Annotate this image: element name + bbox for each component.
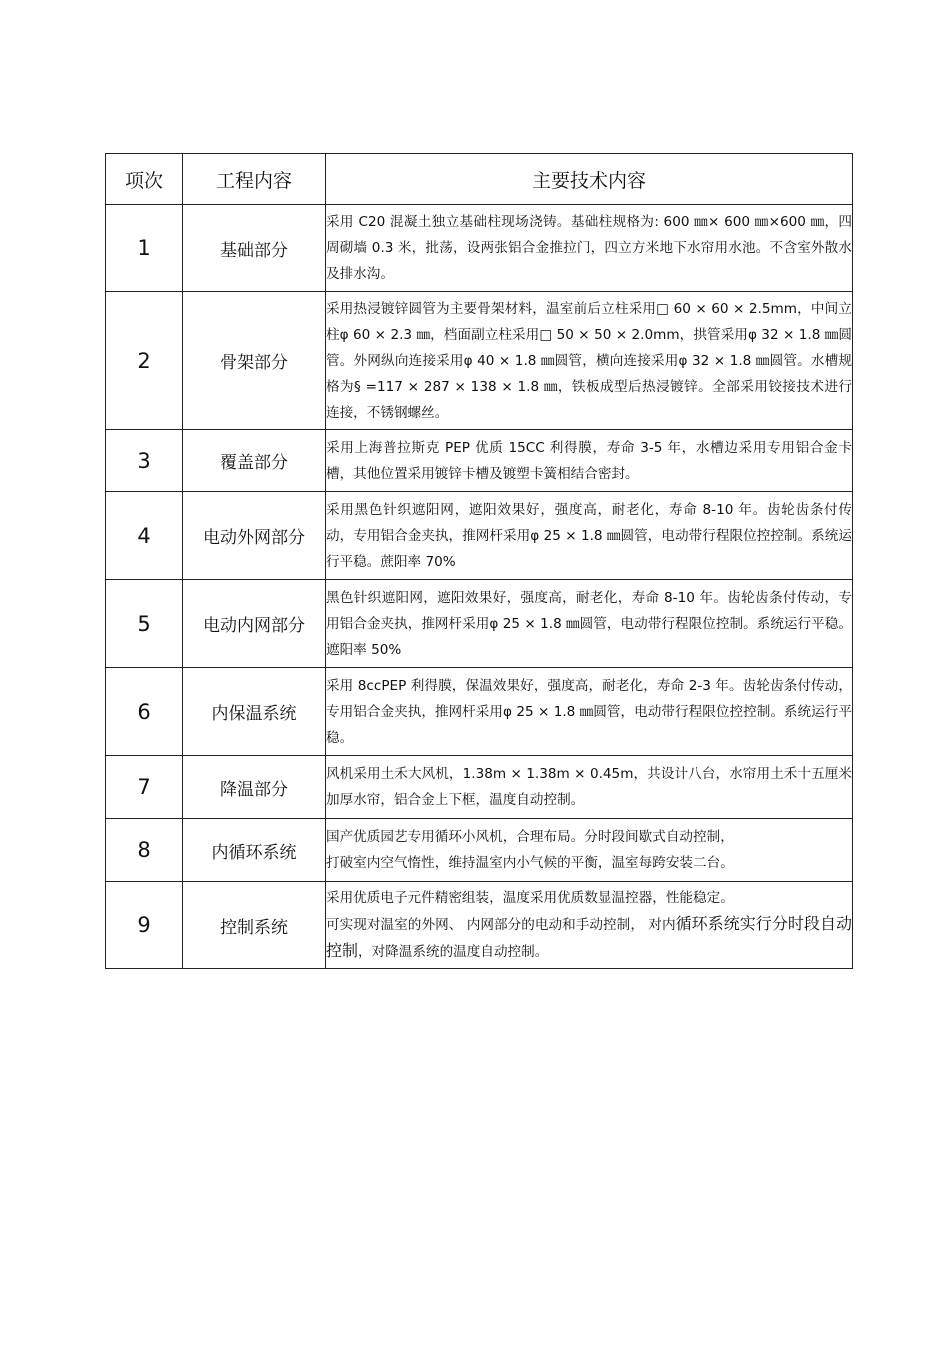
row-work-item: 基础部分 (183, 205, 326, 292)
row-technical-detail: 采用黑色针织遮阳网，遮阳效果好，强度高，耐老化，寿命 8-10 年。齿轮齿条付传动，专用铝合金夹执，推网杆采用φ 25 × 1.8 ㎜圆管，电动带行程限位控控制。系统运行平稳。蔗阳率 70% (326, 492, 853, 580)
row-number: 3 (106, 430, 183, 492)
row-number: 1 (106, 205, 183, 292)
detail-line: 打破室内空气惰性，维持温室内小气候的平衡，温室每跨安装二台。 (326, 855, 734, 871)
row-technical-detail: 采用上海普拉斯克 PEP 优质 15CC 利得膜，寿命 3-5 年，水槽边采用专用铝合金卡槽，其他位置采用镀锌卡槽及镀塑卡簧相结合密封。 (326, 430, 853, 492)
row-number: 4 (106, 492, 183, 580)
row-work-item: 电动外网部分 (183, 492, 326, 580)
table-row (106, 430, 853, 492)
row-technical-detail: 采用热浸镀锌圆管为主要骨架材料，温室前后立柱采用□ 60 × 60 × 2.5mm，中间立柱φ 60 × 2.3 ㎜，档面副立柱采用□ 50 × 50 × 2.0mm，拱管采用φ 32 × 1.8 ㎜圆管。外网纵向连接采用φ 40 × 1.8 ㎜圆管，横向连接采用φ 32 × 1.8 ㎜圆管。水槽规格为§ =117 × 287 × 138 × 1.8 ㎜，铁板成型后热浸镀锌。全部采用铰接技术进行连接，不锈钢螺丝。 (326, 292, 853, 430)
row-number: 7 (106, 756, 183, 819)
technical-spec-table (105, 153, 853, 969)
table-row (106, 668, 853, 756)
detail-line (326, 911, 852, 965)
table-row (106, 205, 853, 292)
detail-line: 国产优质园艺专用循环小风机，合理布局。分时段间歇式自动控制， (326, 829, 734, 845)
table-row (106, 882, 853, 969)
header-work-content: 工程内容 (183, 154, 326, 205)
row-work-item: 内循环系统 (183, 819, 326, 882)
row-technical-detail (326, 819, 853, 882)
row-technical-detail (326, 882, 853, 969)
row-work-item: 降温部分 (183, 756, 326, 819)
detail-tail: ，对降温系统的温度自动控制。 (358, 944, 549, 960)
table-row (106, 819, 853, 882)
table-row (106, 492, 853, 580)
table-header-row (106, 154, 853, 205)
table-row (106, 292, 853, 430)
header-technical-content: 主要技术内容 (326, 154, 853, 205)
row-number: 2 (106, 292, 183, 430)
row-work-item: 骨架部分 (183, 292, 326, 430)
row-number: 9 (106, 882, 183, 969)
detail-emphasis: 循环系统实行分时段自动控制 (326, 914, 852, 960)
table-row (106, 756, 853, 819)
row-work-item: 覆盖部分 (183, 430, 326, 492)
row-technical-detail: 风机采用土禾大风机，1.38m × 1.38m × 0.45m，共设计八台，水帘用土禾十五厘米加厚水帘，铝合金上下框，温度自动控制。 (326, 756, 853, 819)
row-number: 6 (106, 668, 183, 756)
row-technical-detail: 采用 C20 混凝土独立基础柱现场浇铸。基础柱规格为: 600 ㎜× 600 ㎜×600 ㎜，四周砌墙 0.3 米，批荡，设两张铝合金推拉门，四立方米地下水帘用水池。不含室外散水及排水沟。 (326, 205, 853, 292)
table-row (106, 580, 853, 668)
row-technical-detail: 采用 8ccPEP 利得膜，保温效果好，强度高，耐老化，寿命 2-3 年。齿轮齿条付传动，专用铝合金夹执，推网杆采用φ 25 × 1.8 ㎜圆管，电动带行程限位控控制。系统运行平稳。 (326, 668, 853, 756)
row-work-item: 电动内网部分 (183, 580, 326, 668)
row-work-item: 控制系统 (183, 882, 326, 969)
header-item-number: 项次 (106, 154, 183, 205)
row-number: 8 (106, 819, 183, 882)
detail-line: 采用优质电子元件精密组装，温度采用优质数显温控器，性能稳定。 (326, 890, 734, 906)
row-work-item: 内保温系统 (183, 668, 326, 756)
detail-text: 可实现对温室的外网、 内网部分的电动和手动控制， 对内 (326, 917, 676, 933)
row-number: 5 (106, 580, 183, 668)
row-technical-detail: 黑色针织遮阳网，遮阳效果好，强度高，耐老化，寿命 8-10 年。齿轮齿条付传动，专用铝合金夹执，推网杆采用φ 25 × 1.8 ㎜圆管，电动带行程限位控制。系统运行平稳。遮阳率 50% (326, 580, 853, 668)
